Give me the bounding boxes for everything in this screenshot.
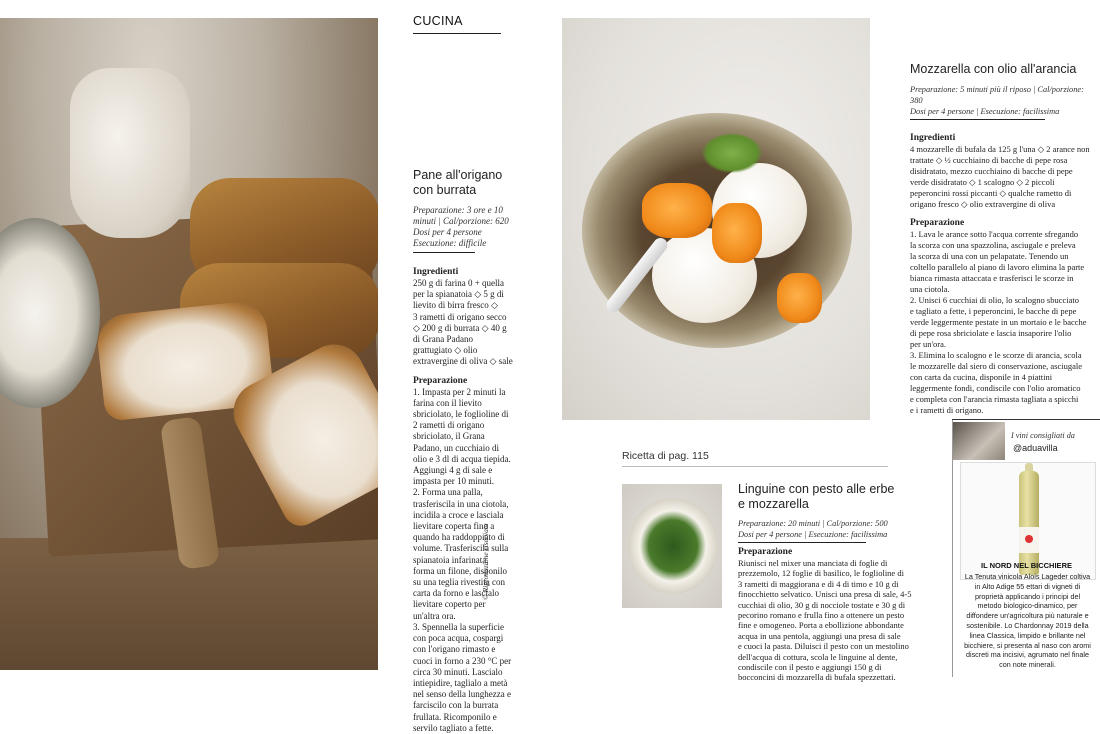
text-line: farina con il lievito [413,397,482,408]
text-line: farciscilo con la burrata [413,700,499,711]
text-line: proprietà applicando i principi del [974,591,1081,601]
text-line: 4 mozzarelle di bufala da 125 g l'una ◇ 2 arance non [910,144,1090,154]
text-line: 2. Unisci 6 cucchiai di olio, lo scalogno sbucciato [910,295,1080,305]
recipe-bread-meta [413,205,513,249]
wine-description [955,572,1100,670]
text-line: 3. Spennella la superficie [413,621,504,632]
text-line: frullata. Ricomponilo e [413,711,497,722]
text-line: lievitare coperto per [413,599,486,610]
text-line: incidila a croce e lasciala [413,509,504,520]
preparation-heading: Preparazione [738,547,793,557]
meta-line: Preparazione: 5 minuti più il riposo | Cal/porzione: 380 [910,85,1084,105]
bread-burrata-photo [0,18,378,670]
text-line: dell'acqua di cottura, scola le linguine al dente, [738,651,898,662]
meta-line: Dosi per 4 persone | Esecuzione: facilissima [910,107,1060,116]
text-line: bianca rimasta attaccata e trasferisci le scorze in [910,273,1074,283]
text-line: in Alto Adige 55 ettari di vigneti di [974,581,1081,591]
text-line: grattugiato ◇ olio [413,345,478,356]
meta-line: Esecuzione: difficile [413,238,487,248]
section-label: CUCINA [413,14,463,28]
text-line: lievito di birra fresco ◇ [413,300,498,311]
text-line: la scorza con una spazzolina, asciugale e preleva [910,240,1076,250]
text-line: La Tenuta vinicola Alois Lageder coltiva [964,572,1091,581]
text-line: cucchiai di olio, 30 g di nocciole tostate e 30 g di [738,599,906,610]
text-line: con poca acqua, cospargi [413,633,504,644]
meta-line: Preparazione: 3 ore e 10 [413,205,503,215]
text-line: disidratato, mezzo cucchiaino di bacche di pepe [910,166,1073,176]
text-line: un'altra ora. [413,610,456,621]
recipe-linguine [738,482,948,683]
text-line: intiepidire, taglialo a metà [413,677,508,688]
text-line: 2. Forma una palla, [413,487,483,498]
text-line: sbriciolato, le foglioline di [413,409,509,420]
meta-rule [738,542,866,543]
text-line: 250 g di farina 0 + quella [413,278,505,288]
text-line: sbriciolato, il Grana [413,431,485,442]
meta-rule [413,252,475,253]
recipe-bread-title: Pane all'origano con burrata [413,168,503,197]
text-line: diffondere un'agricoltura più naturale e [966,611,1089,621]
text-line: 2 rametti di origano [413,420,485,431]
text-line: la scorza di una con un pelapatate. Tenendo un [910,251,1069,261]
preparation-text [738,558,948,683]
mozzarella-orange-photo [562,18,870,420]
pitcher-image [70,68,190,238]
text-line: Aggiungi 4 g di sale e [413,465,493,476]
text-line: finocchietto selvatico. Unisci una presa di sale, 4-5 [738,589,912,600]
text-line: con l'origano rimasto e [413,644,496,655]
text-line: su una teglia rivestita con [413,577,505,588]
text-line: cuoci in forno a 230 °C per [413,655,512,666]
text-line: discreti ma incisivi, agrumato nel finale [965,650,1090,660]
text-line: prezzemolo, 12 foglie di basilico, le foglioline di [738,568,904,579]
text-line: 3 rametti di maggiorana e di 4 di timo e 10 g di [738,578,899,589]
recipe-mozzarella [910,62,1090,416]
ingredients-heading: Ingredienti [910,133,956,143]
meta-line: Dosi per 4 persone | Esecuzione: facilissima [738,530,888,539]
recipe-mozzarella-title: Mozzarella con olio all'arancia [910,62,1077,76]
meta-line: Dosi per 4 persone [413,227,482,237]
text-line: di Grana Padano [413,334,473,345]
text-line: bicchiere, si presenta al naso con aromi [964,640,1091,650]
pesto-linguine-photo [622,484,722,608]
text-line: spianatoia infarinata, [413,554,489,565]
text-line: per un'ora. [910,339,946,349]
text-line: quando ha raddoppiato di [413,532,505,543]
ingredients-list [413,278,513,368]
text-line: 3. Elimina lo scalogno e le scorze di arancia, scola [910,350,1082,360]
text-line: sostenibile. Lo Chardonnay 2019 della [966,620,1089,630]
text-line: di pepe rosa sbriciolate e lascia insaporire l'olio [910,328,1072,338]
preparation-heading: Preparazione [413,375,468,386]
wine-recommendation [953,420,1100,677]
text-line: 3 rametti di origano secco [413,311,507,322]
text-line: origano fresco ◇ olio extravergine di oliva [910,199,1056,209]
text-line: verde leggermente pestate in un mortaio e le bacche [910,317,1087,327]
text-line: Riunisci nel mixer una manciata di foglie di [738,558,888,568]
sommelier-portrait [953,422,1005,460]
wine-handle: @aduavilla [1013,443,1058,453]
meta-line: Preparazione: 20 minuti | Cal/porzione: 500 [738,519,888,528]
preparation-text [910,229,1090,416]
text-line: circa 30 minuti. Lascialo [413,666,503,677]
recipe-bread [413,168,513,734]
ingredients-list [910,144,1090,210]
title-line: Linguine con pesto alle erbe [738,482,895,496]
recipe-linguine-meta [738,518,948,540]
section-rule [413,33,501,34]
copyright-credit: © Riproduzione riservata [481,523,490,600]
ingredients-heading: Ingredienti [413,267,459,277]
wine-kicker: I vini consigliati da [1011,431,1075,440]
text-line: ◇ 200 g di burrata ◇ 40 g [413,322,507,333]
text-line: acqua in una pentola, aggiungi una presa di sale [738,630,901,641]
text-line: e cuoci la pasta. Diluisci il pesto con un mestolino [738,641,909,652]
text-line: per la spianatoia ◇ 5 g di [413,289,504,300]
text-line: Padano, un cucchiaio di [413,442,499,453]
text-line: una ciotola. [910,284,950,294]
text-line: linea Classica, limpido e brillante nel [969,630,1086,640]
preparation-text [413,387,513,734]
text-line: con carta da cucina, disponile in 4 piattini [910,372,1053,382]
recipe-linguine-title [738,482,948,512]
text-line: 1. Impasta per 2 minuti la [413,386,506,397]
text-line: le mozzarelle dal siero di conservazione, asciugale [910,361,1083,371]
text-line: 1. Lava le arance sotto l'acqua corrente sfregando [910,229,1079,239]
recipe-mozzarella-meta [910,84,1090,117]
text-line: metodo biologico-dinamico, per [977,601,1078,611]
text-line: fine e omogeneo. Porta a ebollizione abbondante [738,620,904,631]
wine-bottle-image [1019,471,1039,575]
text-line: peperoncini rossi piccanti ◇ qualche rametto di [910,188,1072,198]
meta-line: minuti | Cal/porzione: 620 [413,216,509,226]
wine-heading: IL NORD NEL BICCHIERE [981,561,1072,570]
text-line: volume. Trasferiscila sulla [413,543,509,554]
text-line: extravergine di oliva ◇ sale [413,356,513,367]
text-line: trasferiscila in una ciotola, [413,498,509,509]
text-line: e tagliato a fette, i peperoncini, le bacche di pepe [910,306,1077,316]
text-line: bocconcini di mozzarella di bufala spezzettati. [738,672,896,683]
text-line: lievitare coperta fino a [413,521,495,532]
text-line: condiscile con il pesto e aggiungi 150 g di [738,662,882,673]
text-line: carta da forno e lascialo [413,588,499,599]
recipe-page-ref: Ricetta di pag. 115 [622,450,709,462]
preparation-heading: Preparazione [910,218,965,228]
text-line: olio e 3 dl di acqua tiepida. [413,453,511,464]
text-line: coltello parallelo al piano di lavoro elimina la parte [910,262,1085,272]
text-line: impasta per 10 minuti. [413,476,494,487]
text-line: trattate ◇ ½ cucchiaino di bacche di pepe rosa [910,155,1068,165]
text-line: con note minerali. [999,660,1056,670]
meta-rule [910,119,1045,120]
text-line: nel senso della lunghezza e [413,689,511,700]
ref-rule [622,466,888,467]
text-line: pecorino romano e frulla fino a ottenere un pesto [738,610,905,621]
text-line: e completa con l'arancia rimasta tagliata a spicchi [910,394,1079,404]
text-line: forma un filone, disponilo [413,565,507,576]
text-line: verde disidratato ◇ 1 scalogno ◇ 2 piccoli [910,177,1055,187]
title-line: e mozzarella [738,497,809,511]
text-line: e i rametti di origano. [910,405,984,415]
text-line: servilo tagliato a fette. [413,722,494,733]
text-line: leggermente fondi, condiscile con l'olio aromatico [910,383,1081,393]
